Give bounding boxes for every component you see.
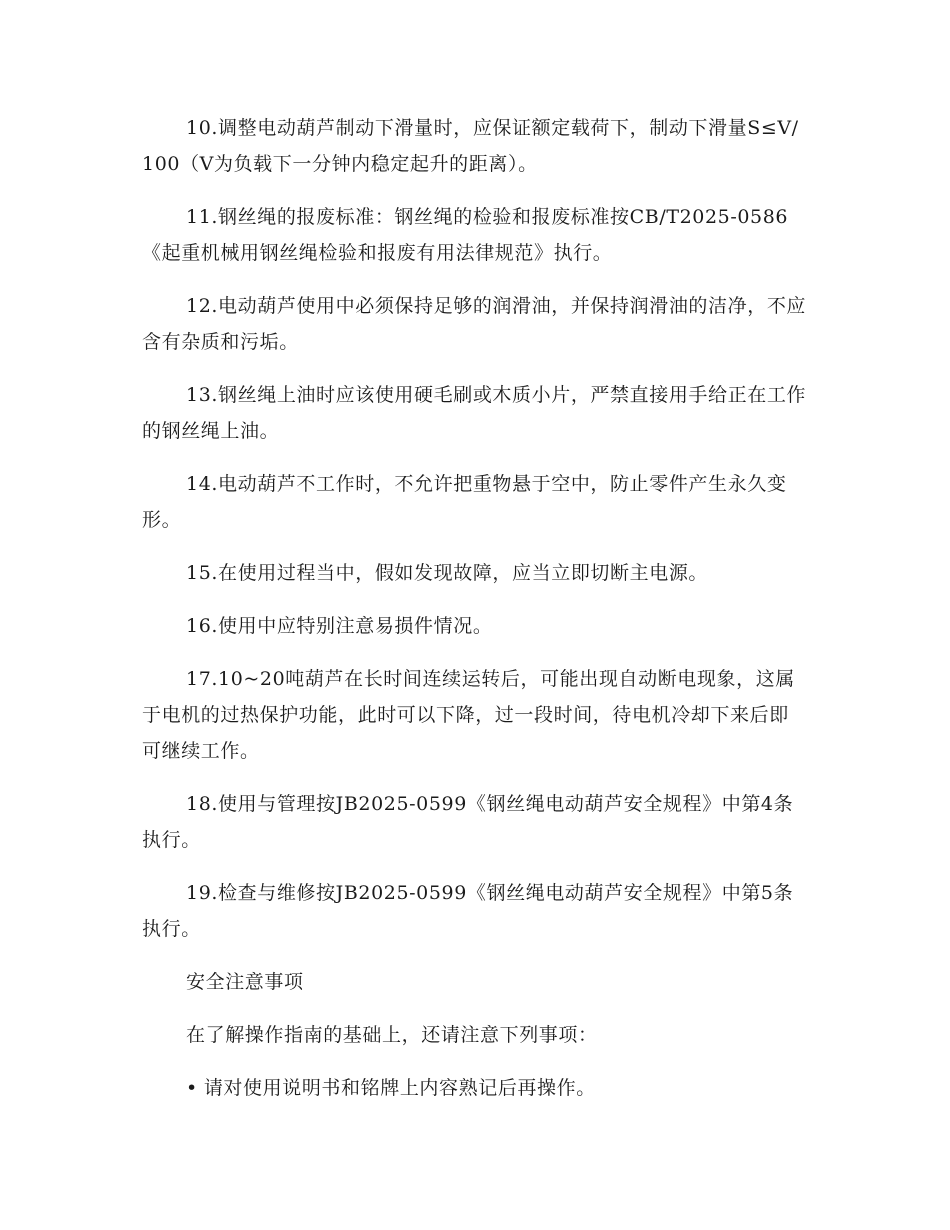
section-intro: 在了解操作指南的基础上，还请注意下列事项： [186, 1024, 598, 1046]
paragraph-item-15: 15.在使用过程当中，假如发现故障，应当立即切断主电源。 [186, 562, 709, 584]
paragraph-item-13: 13.钢丝绳上油时应该使用硬毛刷或木质小片，严禁直接用手给正在工作的钢丝绳上油。 [142, 384, 807, 442]
paragraph-item-10: 10.调整电动葫芦制动下滑量时，应保证额定载荷下，制动下滑量S≤V/100（V为负载下一分钟内稳定起升的距离）。 [142, 117, 799, 175]
paragraph-item-18: 18.使用与管理按JB2025-0599《钢丝绳电动葫芦安全规程》中第4条执行。 [142, 793, 794, 851]
paragraph-item-14: 14.电动葫芦不工作时，不允许把重物悬于空中，防止零件产生永久变形。 [142, 473, 787, 531]
paragraph-item-11: 11.钢丝绳的报废标准：钢丝绳的检验和报废标准按CB/T2025-0586《起重机械用钢丝绳检验和报废有用法律规范》执行。 [142, 206, 789, 264]
bullet-item-text: 请对使用说明书和铭牌上内容熟记后再操作。 [203, 1077, 596, 1099]
document-page [142, 110, 808, 1106]
paragraph-item-19: 19.检查与维修按JB2025-0599《钢丝绳电动葫芦安全规程》中第5条执行。 [142, 882, 794, 940]
paragraph-item-17: 17.10~20吨葫芦在长时间连续运转后，可能出现自动断电现象，这属于电机的过热保护功能，此时可以下降，过一段时间，待电机冷却下来后即可继续工作。 [142, 668, 795, 762]
paragraph-item-16: 16.使用中应特别注意易损件情况。 [186, 615, 493, 637]
bullet-item [142, 1070, 808, 1106]
bullet-icon: • [186, 1077, 198, 1099]
section-heading: 安全注意事项 [186, 971, 304, 993]
paragraph-item-12: 12.电动葫芦使用中必须保持足够的润滑油，并保持润滑油的洁净，不应含有杂质和污垢。 [142, 295, 807, 353]
